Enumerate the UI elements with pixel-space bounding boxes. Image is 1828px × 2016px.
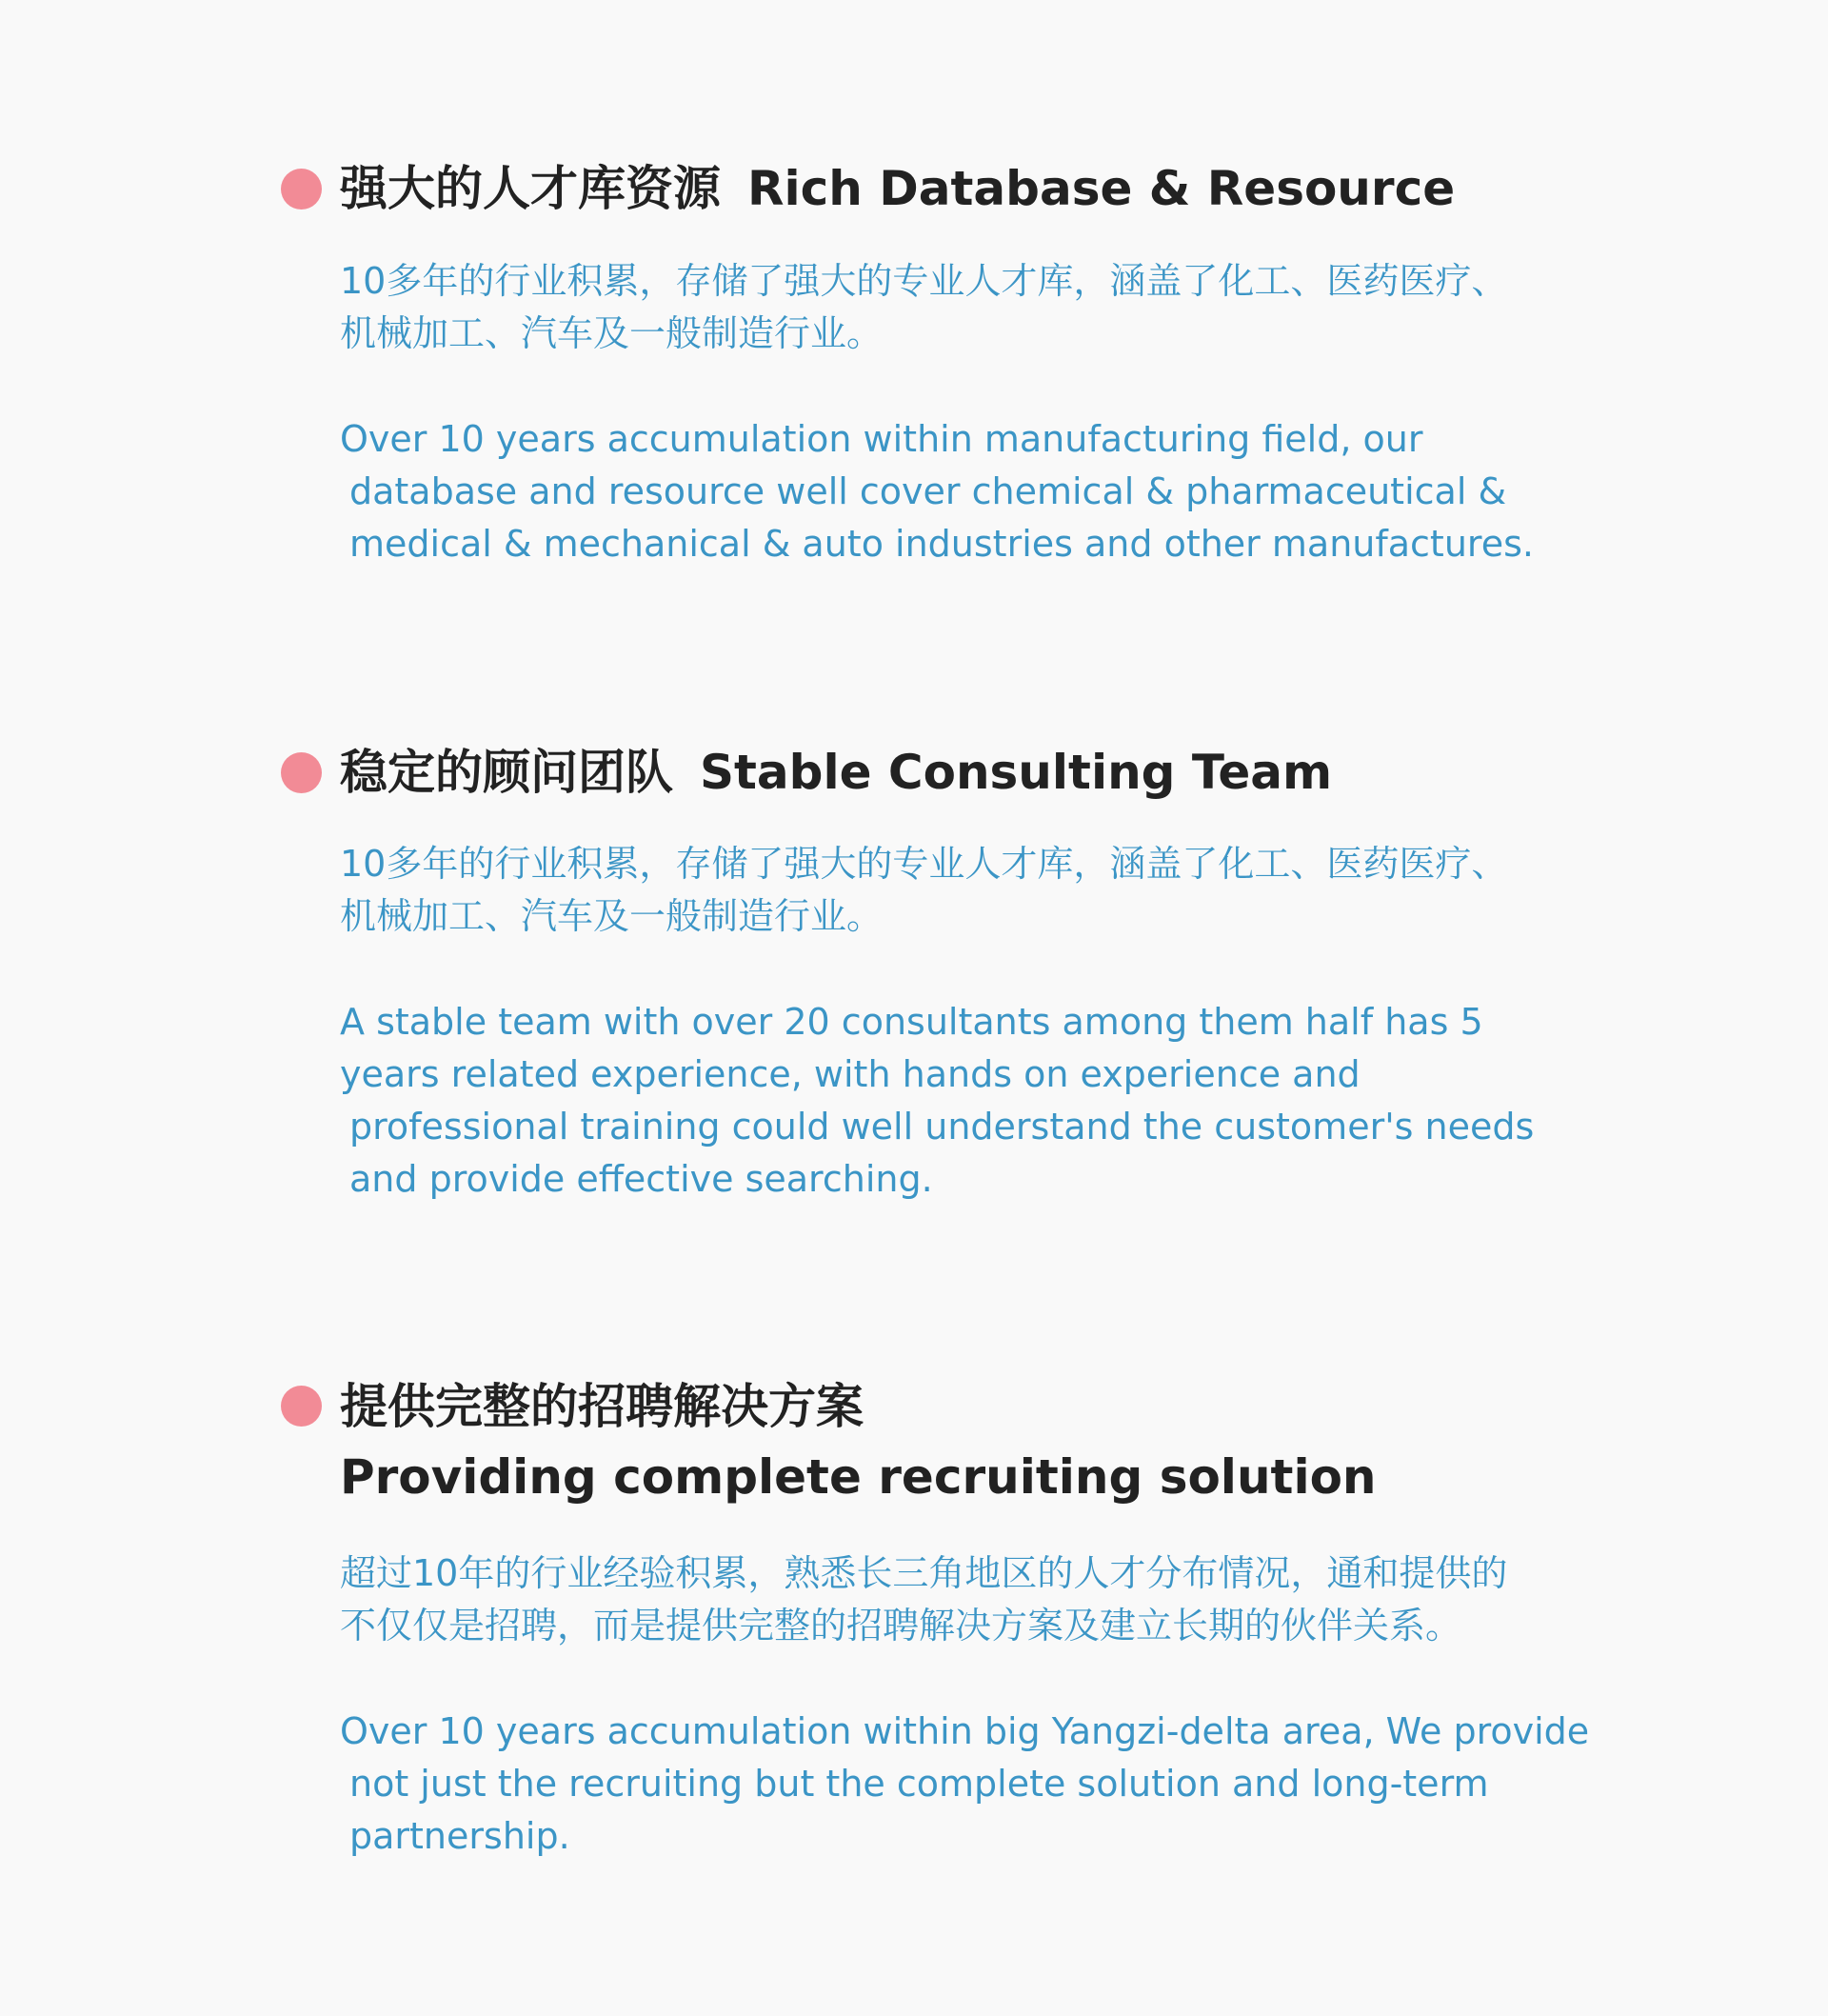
description-en — [340, 996, 1534, 1206]
heading-en: Providing complete recruiting solution — [340, 1449, 1377, 1505]
text-line: Over 10 years accumulation within manufacturing field, our — [340, 418, 1423, 460]
text-line: medical & mechanical & auto industries and other manufactures. — [349, 523, 1534, 565]
text-line: years related experience, with hands on experience and — [340, 1053, 1361, 1095]
section-heading — [340, 160, 1455, 217]
description-cn — [340, 838, 1507, 943]
description-cn — [340, 255, 1507, 360]
heading-en: Rich Database & Resource — [747, 161, 1456, 216]
description-en — [340, 1706, 1589, 1863]
text-line: and provide effective searching. — [349, 1158, 933, 1200]
pink-bullet-icon — [281, 1386, 322, 1427]
text-line: 不仅仅是招聘，而是提供完整的招聘解决方案及建立长期的伙伴关系。 — [340, 1605, 1462, 1647]
section-heading — [340, 744, 1332, 801]
text-line: 超过10年的行业经验积累，熟悉长三角地区的人才分布情况，通和提供的 — [340, 1552, 1508, 1594]
text-line: Over 10 years accumulation within big Yangzi-delta area, We provide — [340, 1710, 1590, 1752]
section-heading — [340, 1378, 1377, 1506]
heading-en: Stable Consulting Team — [700, 745, 1333, 800]
text-line: database and resource well cover chemical & pharmaceutical & — [349, 470, 1507, 512]
text-line: A stable team with over 20 consultants among them half has 5 — [340, 1001, 1483, 1043]
description-en — [340, 413, 1534, 570]
description-cn — [340, 1547, 1507, 1652]
text-line: partnership. — [349, 1815, 570, 1857]
heading-cn: 稳定的顾问团队 — [340, 745, 673, 800]
text-line: 10多年的行业积累，存储了强大的专业人才库，涵盖了化工、医药医疗、 — [340, 843, 1508, 885]
pink-bullet-icon — [281, 169, 322, 210]
heading-cn: 强大的人才库资源 — [340, 161, 721, 216]
text-line: 机械加工、汽车及一般制造行业。 — [340, 895, 884, 937]
text-line: 10多年的行业积累，存储了强大的专业人才库，涵盖了化工、医药医疗、 — [340, 260, 1508, 302]
text-line: not just the recruiting but the complete solution and long-term — [349, 1763, 1489, 1805]
pink-bullet-icon — [281, 752, 322, 793]
heading-cn: 提供完整的招聘解决方案 — [340, 1379, 864, 1434]
text-line: 机械加工、汽车及一般制造行业。 — [340, 312, 884, 354]
text-line: professional training could well understand the customer's needs — [349, 1106, 1535, 1148]
